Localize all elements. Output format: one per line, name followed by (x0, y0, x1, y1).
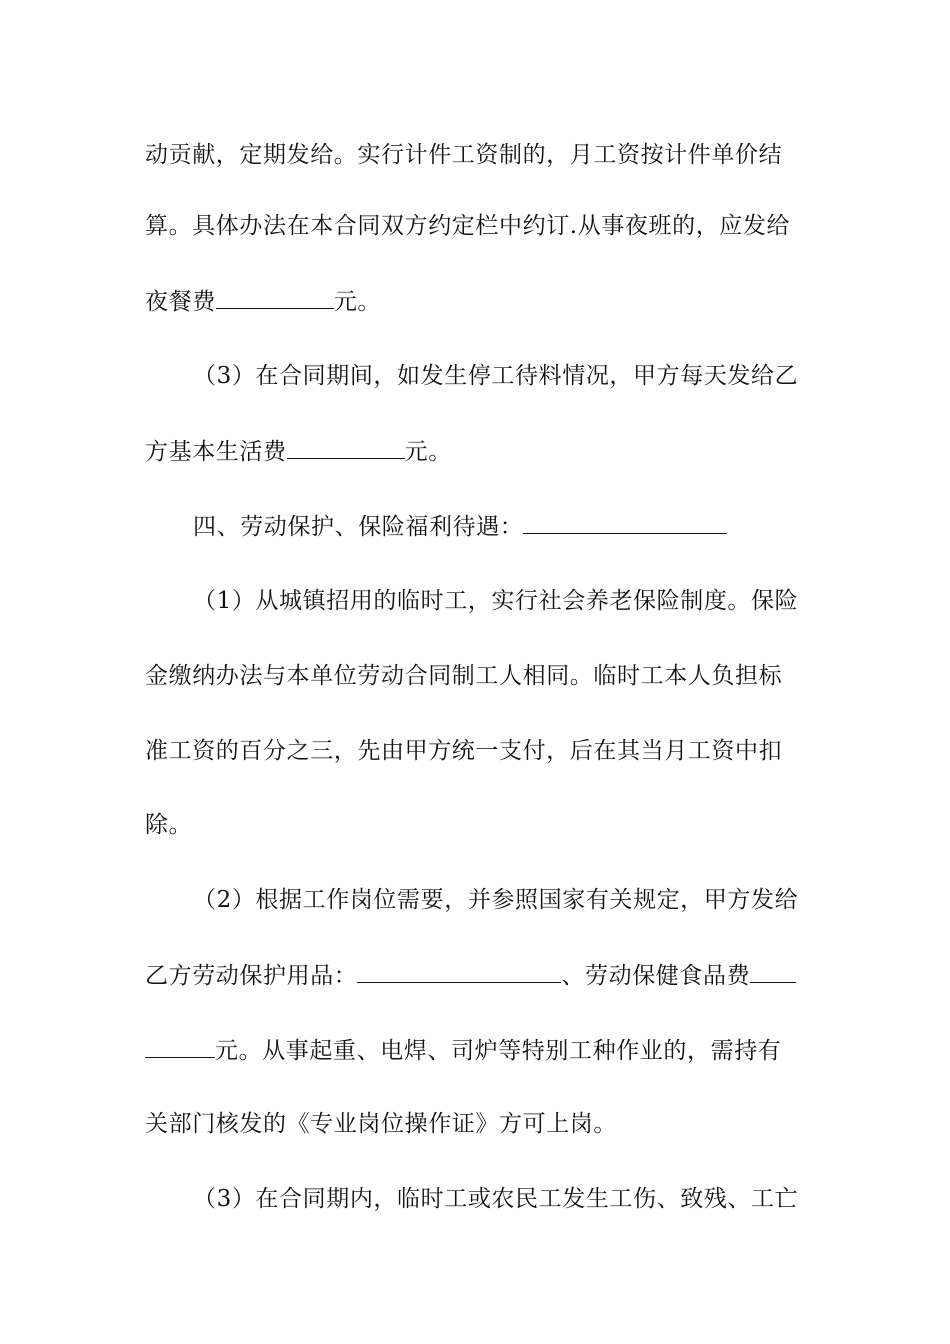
paragraph-line (145, 286, 810, 316)
paragraph-line (145, 960, 810, 990)
fill-in-blank (216, 286, 334, 309)
line-text: 金缴纳办法与本单位劳动合同制工人相同。临时工本人负担标 (145, 663, 783, 689)
line-text: 元。从事起重、电焊、司炉等特别工种作业的，需持有 (215, 1038, 782, 1064)
line-text: 夜餐费 (145, 289, 216, 315)
line-text: 乙方劳动保护用品： (145, 963, 358, 989)
paragraph-line (145, 1035, 810, 1065)
fill-in-blank (145, 1035, 215, 1058)
line-text: 动贡献，定期发给。实行计件工资制的，月工资按计件单价结 (145, 142, 783, 168)
line-text: 方基本生活费 (145, 439, 287, 465)
paragraph-line (193, 885, 858, 915)
fill-in-blank (357, 960, 561, 983)
line-text: 算。具体办法在本合同双方约定栏中约订.从事夜班的，应发给 (145, 213, 791, 239)
line-text: 除。 (145, 812, 193, 838)
fill-in-blank (523, 511, 727, 534)
paragraph-line (145, 211, 810, 241)
paragraph-line (145, 436, 810, 466)
paragraph-line (145, 736, 810, 766)
paragraph-line (193, 586, 858, 616)
line-text: 关部门核发的《专业岗位操作证》方可上岗。 (145, 1111, 617, 1137)
line-text: 元。 (404, 439, 452, 465)
paragraph-line (145, 140, 810, 170)
paragraph-line (145, 810, 810, 840)
paragraph-line (145, 1109, 810, 1139)
line-text: （1）从城镇招用的临时工，实行社会养老保险制度。保险 (193, 588, 799, 614)
line-text: （3）在合同期间，如发生停工待料情况，甲方每天发给乙 (193, 363, 799, 389)
fill-in-blank (750, 960, 796, 983)
section-heading (193, 511, 858, 541)
paragraph-line (193, 361, 858, 391)
line-text: 、劳动保健食品费 (561, 963, 751, 989)
line-text: （3）在合同期内，临时工或农民工发生工伤、致残、工亡 (193, 1186, 799, 1212)
line-text: 准工资的百分之三，先由甲方统一支付，后在其当月工资中扣 (145, 738, 783, 764)
line-text: 元。 (333, 289, 382, 315)
line-text: 四、劳动保护、保险福利待遇： (193, 514, 524, 540)
paragraph-line (193, 1184, 858, 1214)
fill-in-blank (287, 436, 405, 459)
paragraph-line (145, 661, 810, 691)
line-text: （2）根据工作岗位需要，并参照国家有关规定，甲方发给 (193, 887, 799, 913)
